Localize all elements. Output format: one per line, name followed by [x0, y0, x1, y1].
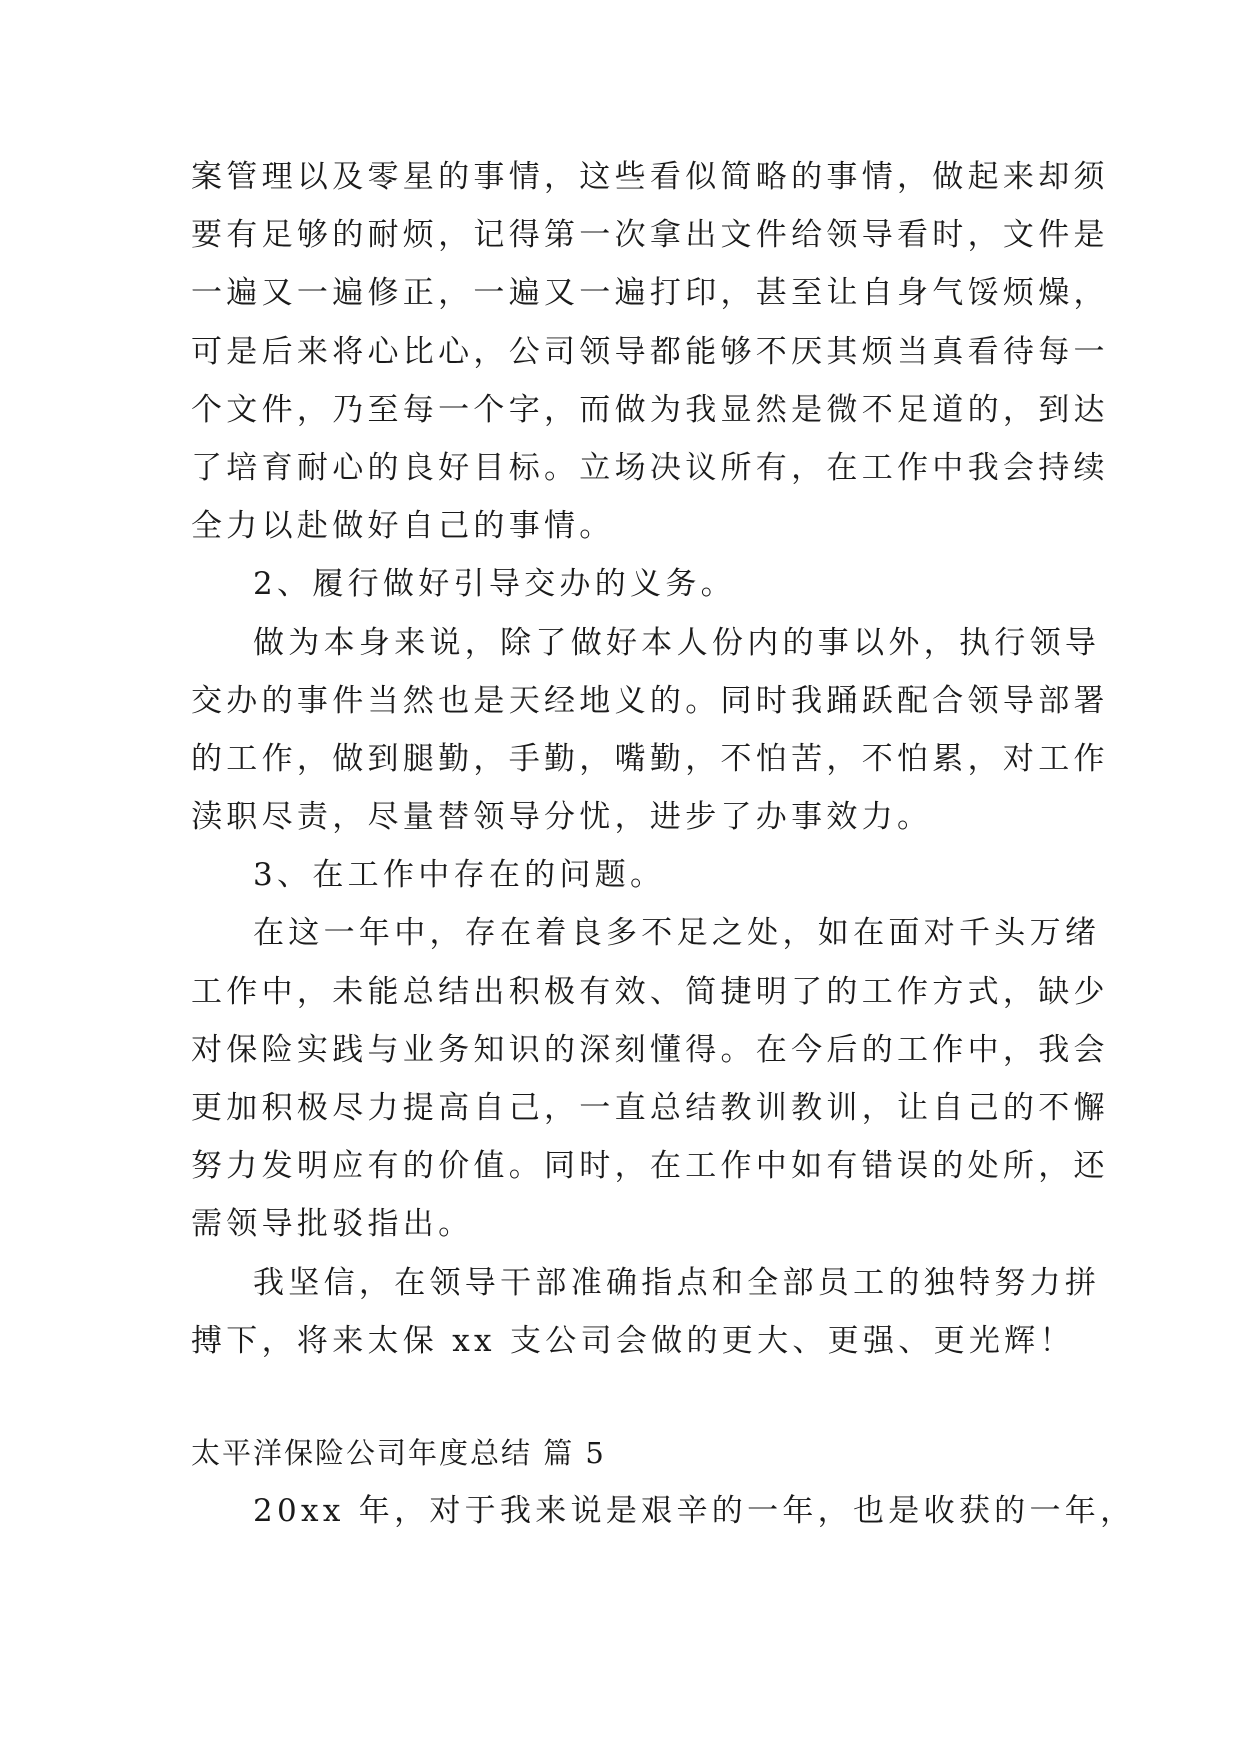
text-line: 工作中，未能总结出积极有效、简捷明了的工作方式，缺少 [191, 973, 1109, 1010]
text-line: 的工作，做到腿勤，手勤，嘴勤，不怕苦，不怕累，对工作 [191, 740, 1109, 777]
text-line: 一遍又一遍修正，一遍又一遍打印，甚至让自身气馁烦燥， [191, 275, 1109, 312]
section-title: 太平洋保险公司年度总结 篇 5 [191, 1435, 606, 1470]
text-line: 可是后来将心比心，公司领导都能够不厌其烦当真看待每一 [191, 333, 1109, 370]
paragraph-3 [191, 904, 1109, 1253]
paragraph-5 [191, 1482, 1136, 1540]
paragraph-1 [191, 148, 1109, 555]
text-line: 了培育耐心的良好目标。立场决议所有，在工作中我会持续 [191, 449, 1109, 486]
text-line: 案管理以及零星的事情，这些看似简略的事情，做起来却须 [191, 159, 1109, 195]
text-line: 需领导批驳指出。 [191, 1206, 474, 1243]
subheading-3: 3、在工作中存在的问题。 [253, 857, 666, 894]
paragraph-4 [191, 1254, 1101, 1370]
text-line: 全力以赴做好自己的事情。 [191, 508, 615, 545]
text-line: 努力发明应有的价值。同时，在工作中如有错误的处所，还 [191, 1148, 1109, 1185]
document-page [191, 148, 1136, 1540]
text-line: 个文件，乃至每一个字，而做为我显然是微不足道的，到达 [191, 391, 1109, 428]
text-line: 更加积极尽力提高自己，一直总结教训教训，让自己的不懈 [191, 1090, 1109, 1126]
text-line: 要有足够的耐烦，记得第一次拿出文件给领导看时，文件是 [191, 217, 1109, 254]
text-line: 交办的事件当然也是天经地义的。同时我踊跃配合领导部署 [191, 682, 1109, 719]
text-line: 做为本身来说，除了做好本人份内的事以外，执行领导 [253, 624, 1101, 661]
text-line: 在这一年中，存在着良多不足之处，如在面对千头万绪 [253, 915, 1101, 952]
text-line: 渎职尽责，尽量替领导分忧，进步了办事效力。 [191, 799, 933, 836]
paragraph-2 [191, 614, 1109, 847]
subheading-2: 2、履行做好引导交办的义务。 [253, 566, 736, 603]
text-line: 搏下，将来太保 xx 支公司会做的更大、更强、更光辉！ [191, 1322, 1075, 1359]
text-line: 我坚信，在领导干部准确指点和全部员工的独特努力拼 [253, 1264, 1101, 1301]
text-line: 20xx 年，对于我来说是艰辛的一年，也是收获的一年， [253, 1493, 1136, 1530]
text-line: 对保险实践与业务知识的深刻懂得。在今后的工作中，我会 [191, 1031, 1109, 1068]
